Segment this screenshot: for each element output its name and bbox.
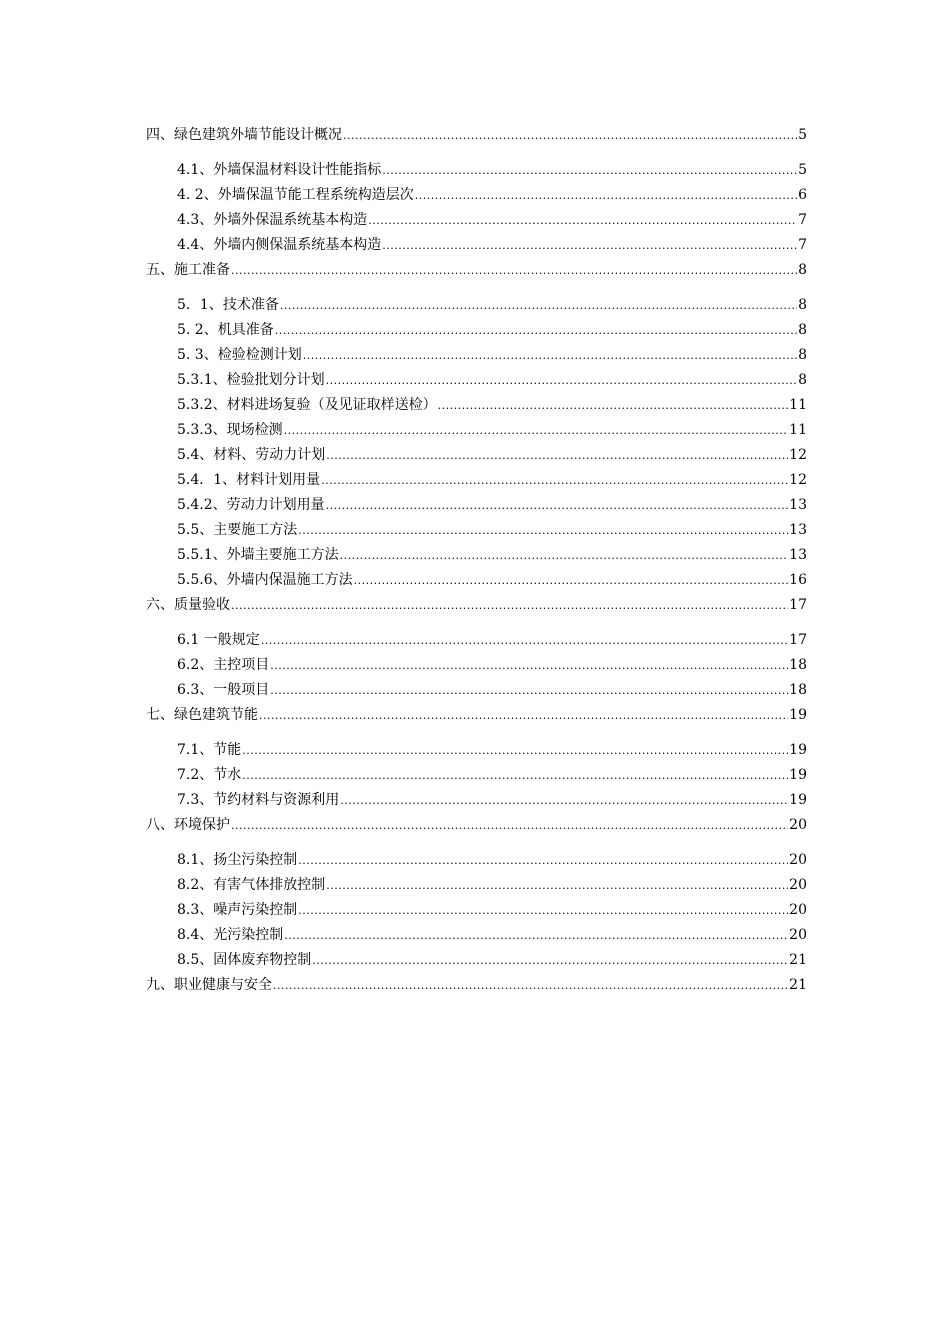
- toc-entry-page-number: 20: [789, 817, 807, 833]
- toc-entry-page-number: 18: [789, 682, 807, 698]
- toc-entry-page-number: 11: [789, 422, 807, 438]
- toc-entry-title: 八、环境保护: [146, 817, 230, 833]
- toc-entry-title: 5. 3、检验检测计划: [177, 347, 302, 363]
- toc-dot-leader: [382, 237, 797, 254]
- toc-dot-leader: [242, 742, 788, 759]
- toc-entry-page-number: 8: [798, 322, 807, 338]
- toc-entry-title: 5.4.2、劳动力计划用量: [177, 497, 325, 513]
- toc-entry[interactable]: [146, 421, 807, 439]
- toc-dot-leader: [340, 547, 789, 564]
- toc-entry-page-number: 19: [789, 742, 807, 758]
- toc-dot-leader: [284, 927, 788, 944]
- toc-entry-page-number: 21: [789, 952, 807, 968]
- toc-entry-page-number: 6: [798, 187, 807, 203]
- toc-dot-leader: [298, 522, 788, 539]
- toc-entry[interactable]: [146, 126, 807, 144]
- toc-dot-leader: [415, 187, 797, 204]
- toc-entry[interactable]: [146, 656, 807, 674]
- toc-entry[interactable]: [146, 371, 807, 389]
- toc-entry-title: 九、职业健康与安全: [146, 977, 272, 993]
- toc-entry[interactable]: [146, 706, 807, 724]
- toc-entry-page-number: 5: [798, 127, 807, 143]
- toc-entry-title: 5．1、技术准备: [177, 297, 279, 313]
- toc-entry[interactable]: [146, 471, 807, 489]
- toc-dot-leader: [438, 397, 789, 414]
- toc-entry[interactable]: [146, 741, 807, 759]
- toc-entry-page-number: 8: [798, 372, 807, 388]
- toc-dot-leader: [273, 977, 788, 994]
- toc-entry-page-number: 8: [798, 347, 807, 363]
- toc-entry-page-number: 18: [789, 657, 807, 673]
- toc-entry[interactable]: [146, 926, 807, 944]
- toc-entry[interactable]: [146, 791, 807, 809]
- toc-entry-page-number: 12: [789, 472, 807, 488]
- toc-dot-leader: [354, 572, 789, 589]
- toc-entry[interactable]: [146, 396, 807, 414]
- toc-entry[interactable]: [146, 211, 807, 229]
- toc-entry[interactable]: [146, 976, 807, 994]
- toc-entry-title: 5.3.2、材料进场复验（及见证取样送检）: [177, 397, 437, 413]
- toc-entry[interactable]: [146, 346, 807, 364]
- toc-entry-title: 8.2、有害气体排放控制: [177, 877, 326, 893]
- toc-entry-title: 6.1 一般规定: [177, 632, 260, 648]
- toc-entry[interactable]: [146, 951, 807, 969]
- toc-entry-title: 8.3、噪声污染控制: [177, 902, 298, 918]
- toc-dot-leader: [280, 297, 797, 314]
- toc-entry-title: 6.3、一般项目: [177, 682, 270, 698]
- toc-entry[interactable]: [146, 321, 807, 339]
- toc-entry[interactable]: [146, 816, 807, 834]
- table-of-contents: [146, 126, 807, 994]
- toc-entry-title: 4. 2、外墙保温节能工程系统构造层次: [177, 187, 414, 203]
- toc-entry[interactable]: [146, 681, 807, 699]
- toc-entry-title: 8.1、扬尘污染控制: [177, 852, 298, 868]
- toc-dot-leader: [321, 472, 788, 489]
- toc-entry-title: 4.1、外墙保温材料设计性能指标: [177, 162, 382, 178]
- toc-dot-leader: [298, 902, 788, 919]
- toc-entry-page-number: 20: [789, 927, 807, 943]
- toc-dot-leader: [326, 877, 788, 894]
- toc-dot-leader: [284, 422, 789, 439]
- toc-dot-leader: [303, 347, 797, 364]
- toc-entry[interactable]: [146, 161, 807, 179]
- toc-entry-title: 七、绿色建筑节能: [146, 707, 258, 723]
- toc-dot-leader: [298, 852, 788, 869]
- toc-entry-page-number: 17: [789, 597, 807, 613]
- toc-entry-title: 5.4、材料、劳动力计划: [177, 447, 326, 463]
- toc-entry[interactable]: [146, 901, 807, 919]
- toc-entry-page-number: 7: [798, 237, 807, 253]
- toc-dot-leader: [275, 322, 797, 339]
- toc-entry-page-number: 19: [789, 767, 807, 783]
- toc-entry-title: 5. 2、机具准备: [177, 322, 274, 338]
- toc-entry-page-number: 13: [789, 497, 807, 513]
- toc-entry-page-number: 19: [789, 707, 807, 723]
- toc-entry-title: 4.4、外墙内侧保温系统基本构造: [177, 237, 382, 253]
- toc-entry[interactable]: [146, 766, 807, 784]
- toc-dot-leader: [270, 657, 788, 674]
- toc-entry[interactable]: [146, 236, 807, 254]
- toc-entry-page-number: 21: [789, 977, 807, 993]
- toc-dot-leader: [326, 372, 797, 389]
- toc-entry-page-number: 20: [789, 902, 807, 918]
- toc-dot-leader: [242, 767, 788, 784]
- toc-dot-leader: [312, 952, 788, 969]
- toc-entry[interactable]: [146, 571, 807, 589]
- toc-entry-title: 5.5.6、外墙内保温施工方法: [177, 572, 353, 588]
- toc-entry-page-number: 20: [789, 852, 807, 868]
- toc-entry-title: 五、施工准备: [146, 262, 230, 278]
- toc-entry[interactable]: [146, 496, 807, 514]
- toc-entry-page-number: 16: [789, 572, 807, 588]
- toc-entry-page-number: 13: [789, 522, 807, 538]
- toc-entry[interactable]: [146, 296, 807, 314]
- toc-entry-title: 5.4．1、材料计划用量: [177, 472, 321, 488]
- toc-entry[interactable]: [146, 546, 807, 564]
- toc-entry-title: 7.3、节约材料与资源利用: [177, 792, 340, 808]
- toc-entry-page-number: 20: [789, 877, 807, 893]
- toc-dot-leader: [231, 817, 788, 834]
- toc-dot-leader: [340, 792, 788, 809]
- toc-entry-title: 8.5、固体废弃物控制: [177, 952, 312, 968]
- toc-dot-leader: [343, 127, 797, 144]
- toc-entry-title: 5.5.1、外墙主要施工方法: [177, 547, 339, 563]
- toc-entry-title: 5.5、主要施工方法: [177, 522, 298, 538]
- toc-entry[interactable]: [146, 446, 807, 464]
- toc-entry-title: 8.4、光污染控制: [177, 927, 284, 943]
- toc-entry-title: 7.1、节能: [177, 742, 242, 758]
- toc-entry-title: 7.2、节水: [177, 767, 242, 783]
- toc-dot-leader: [368, 212, 797, 229]
- toc-entry[interactable]: [146, 631, 807, 649]
- toc-entry-page-number: 11: [789, 397, 807, 413]
- toc-dot-leader: [326, 447, 788, 464]
- toc-dot-leader: [231, 597, 788, 614]
- toc-entry-page-number: 12: [789, 447, 807, 463]
- toc-dot-leader: [231, 262, 797, 279]
- toc-entry-title: 4.3、外墙外保温系统基本构造: [177, 212, 368, 228]
- toc-entry[interactable]: [146, 876, 807, 894]
- toc-entry-page-number: 5: [798, 162, 807, 178]
- toc-entry[interactable]: [146, 186, 807, 204]
- toc-entry-title: 四、绿色建筑外墙节能设计概况: [146, 127, 342, 143]
- toc-dot-leader: [261, 632, 788, 649]
- toc-entry[interactable]: [146, 261, 807, 279]
- toc-entry-page-number: 8: [798, 297, 807, 313]
- toc-entry-page-number: 19: [789, 792, 807, 808]
- toc-entry[interactable]: [146, 596, 807, 614]
- toc-dot-leader: [259, 707, 788, 724]
- toc-entry-title: 5.3.3、现场检测: [177, 422, 283, 438]
- toc-entry[interactable]: [146, 851, 807, 869]
- toc-entry-title: 六、质量验收: [146, 597, 230, 613]
- toc-entry-page-number: 7: [798, 212, 807, 228]
- toc-entry[interactable]: [146, 521, 807, 539]
- toc-entry-page-number: 8: [798, 262, 807, 278]
- toc-dot-leader: [270, 682, 788, 699]
- toc-dot-leader: [326, 497, 789, 514]
- toc-entry-title: 6.2、主控项目: [177, 657, 270, 673]
- toc-dot-leader: [382, 162, 797, 179]
- toc-entry-page-number: 13: [789, 547, 807, 563]
- toc-entry-title: 5.3.1、检验批划分计划: [177, 372, 325, 388]
- toc-entry-page-number: 17: [789, 632, 807, 648]
